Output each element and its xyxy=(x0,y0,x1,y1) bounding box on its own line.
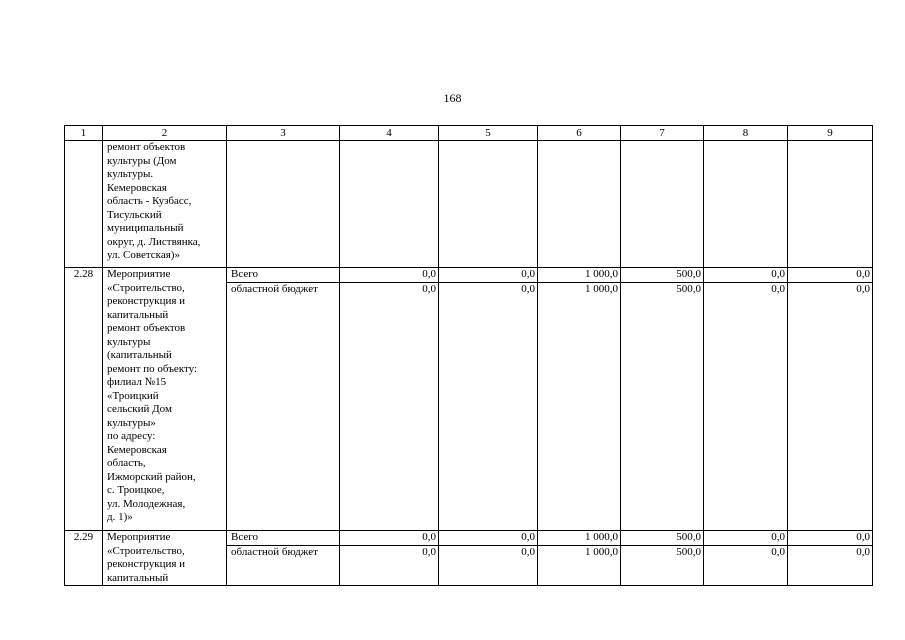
value-cell: 0,0 xyxy=(704,546,788,586)
value-cell: 500,0 xyxy=(621,283,704,531)
value-cell: 0,0 xyxy=(439,531,538,546)
source-cell: областной бюджет xyxy=(227,283,340,531)
value-cell: 500,0 xyxy=(621,268,704,283)
page-number: 168 xyxy=(443,91,462,105)
column-header: 7 xyxy=(621,126,704,141)
value-cell xyxy=(621,141,704,268)
table-row xyxy=(65,268,873,283)
value-cell xyxy=(788,141,873,268)
value-cell: 1 000,0 xyxy=(538,546,621,586)
budget-table xyxy=(64,125,873,586)
value-cell: 0,0 xyxy=(704,531,788,546)
value-cell: 0,0 xyxy=(704,268,788,283)
column-header: 2 xyxy=(103,126,227,141)
value-cell xyxy=(439,141,538,268)
source-cell: Всего xyxy=(227,268,340,283)
value-cell: 0,0 xyxy=(439,546,538,586)
source-cell: Всего xyxy=(227,531,340,546)
description-cell: Мероприятие «Строительство, реконструкция и капитальный xyxy=(103,531,227,586)
value-cell: 1 000,0 xyxy=(538,268,621,283)
column-header: 6 xyxy=(538,126,621,141)
index-cell: 2.29 xyxy=(65,531,103,586)
column-header: 9 xyxy=(788,126,873,141)
value-cell: 0,0 xyxy=(788,268,873,283)
description-cell: Мероприятие «Строительство, реконструкция и капитальный ремонт объектов культуры (капитальный ремонт по объекту: филиал №15 «Троицкий сельский Дом культуры» по адресу: Кемеровская область, Ижморский район, с. Троицкое, ул. Молодежная, д. 1)» xyxy=(103,268,227,531)
source-cell xyxy=(227,141,340,268)
value-cell xyxy=(704,141,788,268)
value-cell: 0,0 xyxy=(788,546,873,586)
continuation-row xyxy=(65,141,873,268)
value-cell xyxy=(538,141,621,268)
column-header: 3 xyxy=(227,126,340,141)
column-header: 4 xyxy=(340,126,439,141)
value-cell: 1 000,0 xyxy=(538,283,621,531)
value-cell: 0,0 xyxy=(340,546,439,586)
description-cell: ремонт объектов культуры (Дом культуры. Кемеровская область - Кузбасс, Тисульский муниципальный округ, д. Листвянка, ул. Советская)» xyxy=(103,141,227,268)
value-cell: 0,0 xyxy=(340,283,439,531)
value-cell: 0,0 xyxy=(788,531,873,546)
value-cell xyxy=(340,141,439,268)
column-header: 8 xyxy=(704,126,788,141)
value-cell: 0,0 xyxy=(439,283,538,531)
value-cell: 500,0 xyxy=(621,531,704,546)
value-cell: 0,0 xyxy=(788,283,873,531)
index-cell: 2.28 xyxy=(65,268,103,531)
table-row xyxy=(65,531,873,546)
value-cell: 0,0 xyxy=(340,531,439,546)
value-cell: 0,0 xyxy=(340,268,439,283)
value-cell: 500,0 xyxy=(621,546,704,586)
column-header: 5 xyxy=(439,126,538,141)
value-cell: 1 000,0 xyxy=(538,531,621,546)
value-cell: 0,0 xyxy=(704,283,788,531)
column-header-row xyxy=(65,126,873,141)
source-cell: областной бюджет xyxy=(227,546,340,586)
index-cell xyxy=(65,141,103,268)
column-header: 1 xyxy=(65,126,103,141)
value-cell: 0,0 xyxy=(439,268,538,283)
